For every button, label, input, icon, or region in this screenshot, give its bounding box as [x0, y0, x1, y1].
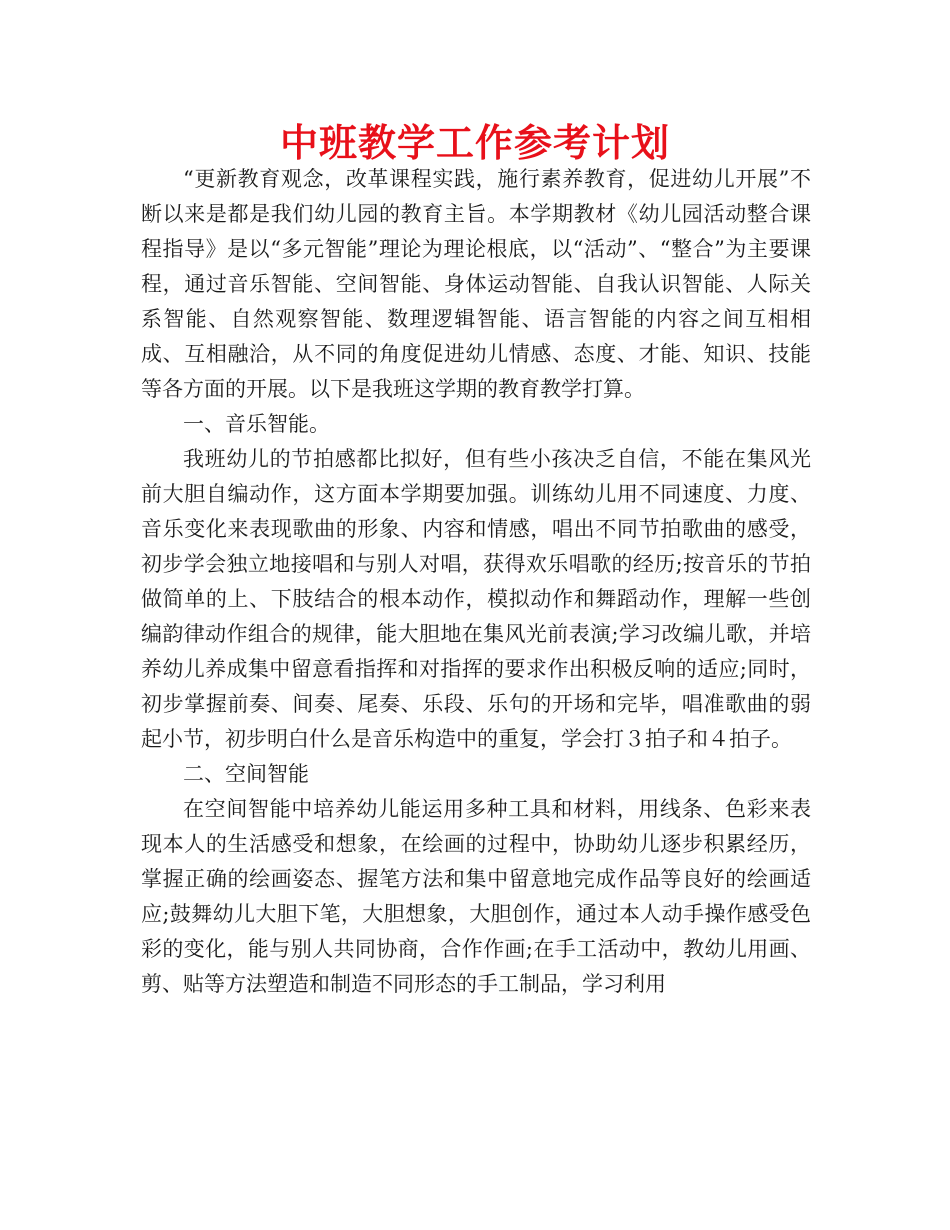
- intro-paragraph: “更新教育观念，改革课程实践，施行素养教育，促进幼儿开展”不断以来是都是我们幼儿园的教育主旨。本学期教材《幼儿园活动整合课程指导》是以“多元智能”理论为理论根底，以“活动”、“整合”为主要课程，通过音乐智能、空间智能、身体运动智能、自我认识智能、人际关系智能、自然观察智能、数理逻辑智能、语言智能的内容之间互相相成、互相融洽，从不同的角度促进幼儿情感、态度、才能、知识、技能等各方面的开展。以下是我班这学期的教育教学打算。: [141, 167, 811, 401]
- spatial-paragraph: 在空间智能中培养幼儿能运用多种工具和材料，用线条、色彩来表现本人的生活感受和想象，在绘画的过程中，协助幼儿逐步积累经历，掌握正确的绘画姿态、握笔方法和集中留意地完成作品等良好的绘画适应;鼓舞幼儿大胆下笔，大胆想象，大胆创作，通过本人动手操作感受色彩的变化，能与别人共同协商，合作作画;在手工活动中，教幼儿用画、剪、贴等方法塑造和制造不同形态的手工制品，学习利用: [141, 797, 811, 996]
- section-heading-spatial: 二、空间智能: [183, 762, 309, 786]
- section-heading-music: 一、音乐智能。: [183, 412, 330, 436]
- document-body: [141, 162, 811, 1002]
- document-title: 中班教学工作参考计划: [279, 121, 670, 165]
- music-paragraph: 我班幼儿的节拍感都比拟好，但有些小孩决乏自信，不能在集风光前大胆自编动作，这方面本学期要加强。训练幼儿用不同速度、力度、音乐变化来表现歌曲的形象、内容和情感，唱出不同节拍歌曲的感受，初步学会独立地接唱和与别人对唱，获得欢乐唱歌的经历;按音乐的节拍做简单的上、下肢结合的根本动作，模拟动作和舞蹈动作，理解一些创编韵律动作组合的规律，能大胆地在集风光前表演;学习改编儿歌，并培养幼儿养成集中留意看指挥和对指挥的要求作出积极反响的适应;同时，初步掌握前奏、间奏、尾奏、乐段、乐句的开场和完毕，唱准歌曲的弱起小节，初步明白什么是音乐构造中的重复，学会打３拍子和４拍子。: [141, 447, 811, 751]
